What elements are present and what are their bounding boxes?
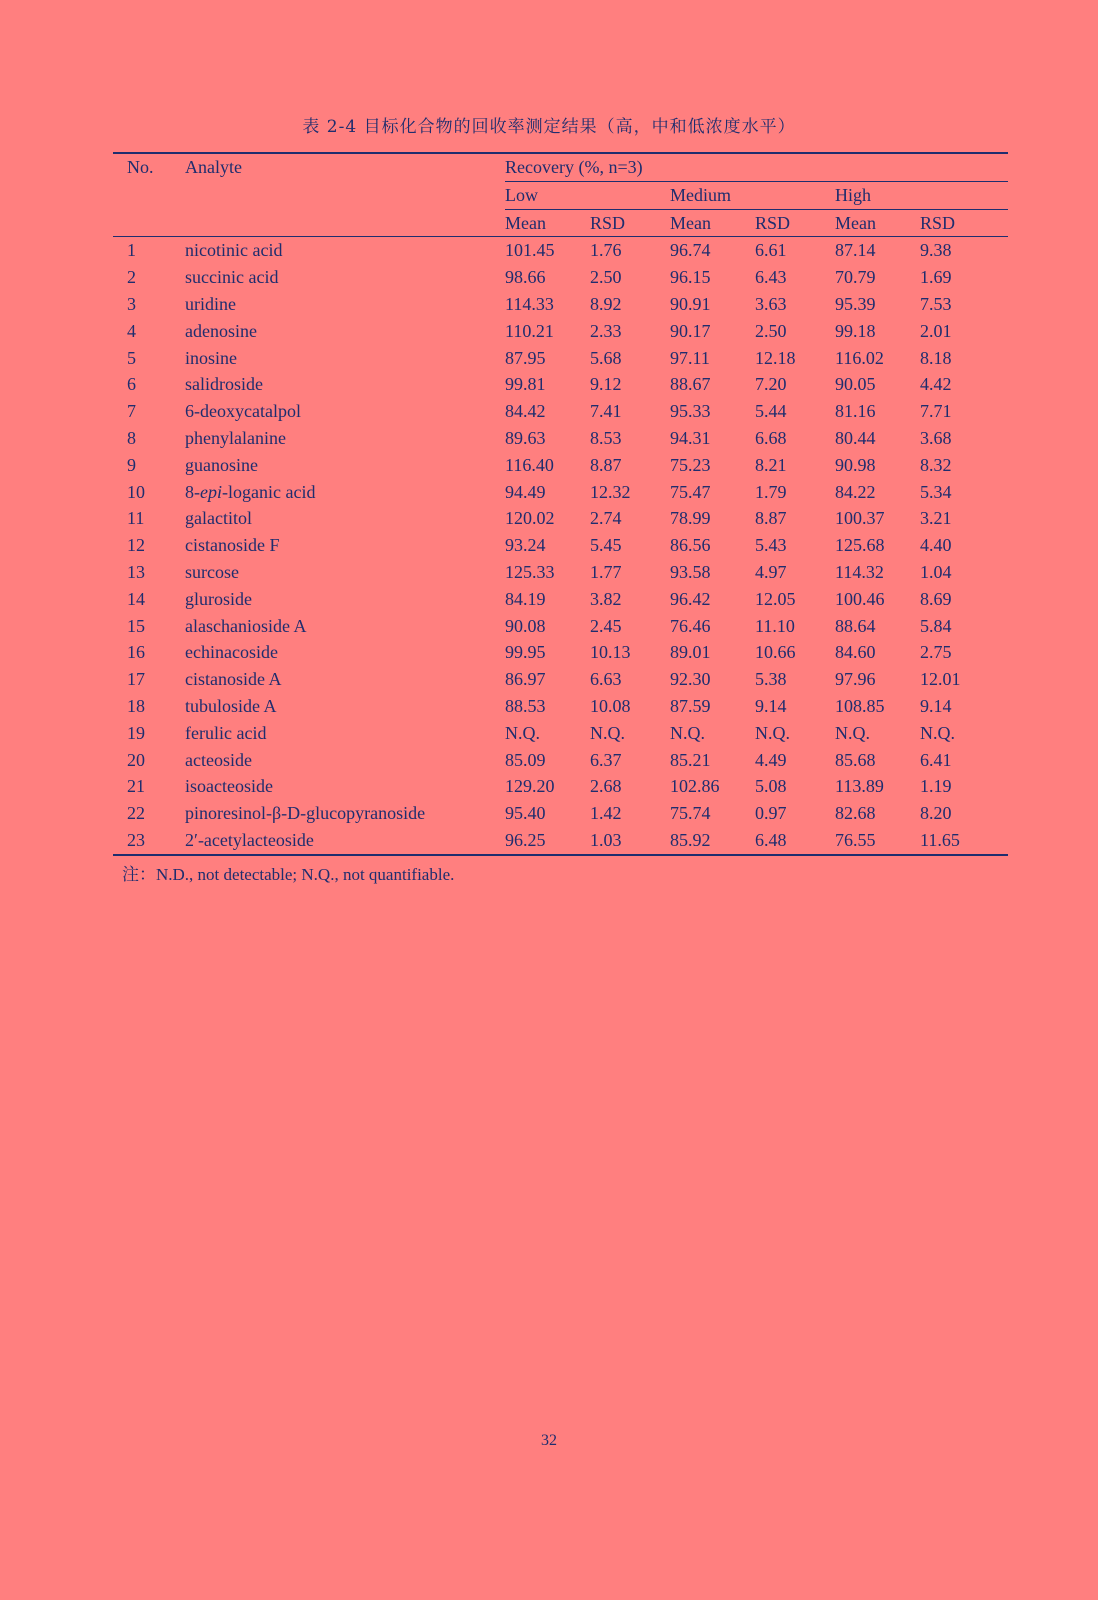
table-note: 注：N.D., not detectable; N.Q., not quantifiable. [122, 865, 455, 884]
cell-medium-mean: 75.47 [670, 481, 711, 502]
table-row [113, 264, 1008, 291]
cell-low-mean: 89.63 [505, 427, 546, 448]
cell-high-mean: 113.89 [835, 776, 884, 797]
cell-high-mean: 99.18 [835, 320, 876, 341]
cell-high-mean: 81.16 [835, 401, 876, 422]
cell-analyte: 8-epi-loganic acid [185, 481, 316, 502]
cell-medium-rsd: 12.05 [755, 588, 796, 609]
cell-medium-mean: 90.17 [670, 320, 711, 341]
cell-analyte: inosine [185, 347, 237, 368]
cell-low-rsd: 10.13 [590, 642, 631, 663]
cell-low-rsd: 12.32 [590, 481, 631, 502]
table-row [113, 559, 1008, 586]
cell-high-rsd: 3.21 [920, 508, 952, 529]
cell-high-rsd: 7.53 [920, 293, 952, 314]
cell-high-mean: 100.37 [835, 508, 885, 529]
cell-low-mean: 88.53 [505, 695, 546, 716]
cell-no: 7 [127, 401, 136, 422]
cell-medium-mean: 93.58 [670, 561, 711, 582]
cell-high-rsd: 1.19 [920, 776, 952, 797]
cell-medium-mean: 85.92 [670, 827, 755, 855]
cell-no: 9 [127, 454, 136, 475]
table-row [113, 452, 1008, 479]
table-row [113, 345, 1008, 372]
cell-medium-mean: 96.42 [670, 588, 711, 609]
header-no: No. [113, 153, 185, 181]
table-row [113, 532, 1008, 559]
cell-medium-rsd: 6.48 [755, 827, 835, 855]
cell-medium-rsd: 8.87 [755, 508, 787, 529]
cell-high-rsd: N.Q. [920, 722, 955, 743]
table-caption: 表 2-4 目标化合物的回收率测定结果（高，中和低浓度水平） [302, 117, 796, 137]
cell-analyte: pinoresinol-β-D-glucopyranoside [185, 803, 426, 824]
cell-analyte: alaschanioside A [185, 615, 307, 636]
header-high: High [835, 181, 1008, 209]
cell-analyte: 6-deoxycatalpol [185, 401, 301, 422]
cell-low-rsd: 2.74 [590, 508, 622, 529]
cell-low-rsd: 5.68 [590, 347, 622, 368]
cell-high-rsd: 9.14 [920, 695, 952, 716]
cell-low-rsd: 8.87 [590, 454, 622, 475]
cell-analyte: uridine [185, 293, 236, 314]
cell-high-mean: 88.64 [835, 615, 876, 636]
cell-high-mean: 114.32 [835, 561, 884, 582]
table-row [113, 639, 1008, 666]
table-row [113, 800, 1008, 827]
cell-medium-rsd: 7.20 [755, 374, 787, 395]
cell-medium-mean: 87.59 [670, 695, 711, 716]
cell-low-rsd: 2.68 [590, 776, 622, 797]
cell-analyte: cistanoside A [185, 669, 282, 690]
cell-low-mean: 84.42 [505, 401, 546, 422]
cell-medium-mean: 92.30 [670, 669, 711, 690]
recovery-table [113, 152, 1008, 856]
cell-medium-rsd: 4.49 [755, 749, 787, 770]
cell-analyte: tubuloside A [185, 695, 277, 716]
cell-low-mean: 114.33 [505, 293, 554, 314]
cell-medium-rsd: 6.43 [755, 267, 787, 288]
header-low: Low [505, 181, 670, 209]
cell-medium-mean: 102.86 [670, 776, 720, 797]
cell-no: 19 [127, 722, 145, 743]
cell-medium-rsd: 5.44 [755, 401, 787, 422]
cell-low-mean: 120.02 [505, 508, 555, 529]
cell-medium-rsd: 9.14 [755, 695, 787, 716]
table-row [113, 398, 1008, 425]
cell-low-mean: 125.33 [505, 561, 555, 582]
cell-high-rsd: 12.01 [920, 669, 961, 690]
cell-analyte: cistanoside F [185, 535, 280, 556]
table-row [113, 291, 1008, 318]
cell-analyte: galactitol [185, 508, 252, 529]
cell-no: 2 [127, 267, 136, 288]
cell-medium-rsd: 5.43 [755, 535, 787, 556]
cell-high-mean: 125.68 [835, 535, 885, 556]
cell-high-rsd: 4.40 [920, 535, 952, 556]
cell-low-mean: 87.95 [505, 347, 546, 368]
table-row [113, 693, 1008, 720]
cell-medium-mean: 89.01 [670, 642, 711, 663]
cell-high-rsd: 8.18 [920, 347, 952, 368]
cell-low-rsd: 2.33 [590, 320, 622, 341]
header-medium-rsd: RSD [755, 209, 835, 237]
cell-analyte: guanosine [185, 454, 258, 475]
cell-no: 13 [127, 561, 145, 582]
cell-low-mean: 129.20 [505, 776, 555, 797]
cell-low-rsd: 8.92 [590, 293, 622, 314]
header-recovery: Recovery (%, n=3) [505, 153, 1008, 181]
cell-medium-rsd: 11.10 [755, 615, 795, 636]
table-row [113, 425, 1008, 452]
cell-low-rsd: 2.50 [590, 267, 622, 288]
cell-high-rsd: 1.69 [920, 267, 952, 288]
cell-low-mean: 99.95 [505, 642, 546, 663]
cell-low-rsd: 7.41 [590, 401, 622, 422]
cell-analyte: adenosine [185, 320, 257, 341]
cell-medium-rsd: 10.66 [755, 642, 796, 663]
cell-analyte: salidroside [185, 374, 263, 395]
cell-analyte: phenylalanine [185, 427, 286, 448]
cell-high-rsd: 8.32 [920, 454, 952, 475]
cell-low-rsd: 1.76 [590, 240, 622, 261]
cell-medium-rsd: 8.21 [755, 454, 787, 475]
cell-medium-mean: 75.23 [670, 454, 711, 475]
header-medium-mean: Mean [670, 209, 755, 237]
cell-high-mean: 84.60 [835, 642, 876, 663]
cell-high-rsd: 4.42 [920, 374, 952, 395]
cell-low-mean: 96.25 [505, 827, 590, 855]
cell-low-mean: 93.24 [505, 535, 546, 556]
cell-medium-rsd: 2.50 [755, 320, 787, 341]
cell-no: 1 [127, 240, 136, 261]
cell-medium-rsd: 6.68 [755, 427, 787, 448]
table-row [113, 747, 1008, 774]
header-medium: Medium [670, 181, 835, 209]
cell-no: 17 [127, 669, 145, 690]
header-low-mean: Mean [505, 209, 590, 237]
cell-medium-mean: 97.11 [670, 347, 710, 368]
cell-medium-rsd: 3.63 [755, 293, 787, 314]
cell-low-mean: 98.66 [505, 267, 546, 288]
cell-high-mean: 85.68 [835, 749, 876, 770]
cell-medium-mean: 95.33 [670, 401, 711, 422]
header-high-mean: Mean [835, 209, 920, 237]
cell-no: 11 [127, 508, 145, 529]
table-row [113, 371, 1008, 398]
cell-no: 8 [127, 427, 136, 448]
cell-high-rsd: 8.69 [920, 588, 952, 609]
cell-analyte: acteoside [185, 749, 252, 770]
cell-low-mean: N.Q. [505, 722, 540, 743]
cell-high-mean: 116.02 [835, 347, 884, 368]
header-analyte: Analyte [185, 153, 505, 181]
cell-low-rsd: 8.53 [590, 427, 622, 448]
cell-medium-rsd: 6.61 [755, 240, 787, 261]
cell-analyte: ferulic acid [185, 722, 267, 743]
cell-analyte: isoacteoside [185, 776, 273, 797]
cell-high-mean: 82.68 [835, 803, 876, 824]
cell-medium-mean: 96.15 [670, 267, 711, 288]
cell-high-mean: 108.85 [835, 695, 885, 716]
cell-high-rsd: 5.34 [920, 481, 952, 502]
cell-high-rsd: 6.41 [920, 749, 952, 770]
cell-medium-mean: N.Q. [670, 722, 705, 743]
table-row [113, 318, 1008, 345]
cell-no: 10 [127, 481, 145, 502]
table-row [113, 505, 1008, 532]
cell-medium-mean: 94.31 [670, 427, 711, 448]
cell-low-mean: 90.08 [505, 615, 546, 636]
cell-high-mean: 97.96 [835, 669, 876, 690]
cell-high-rsd: 7.71 [920, 401, 952, 422]
cell-high-mean: 90.98 [835, 454, 876, 475]
table-row [113, 586, 1008, 613]
cell-low-rsd: 1.42 [590, 803, 622, 824]
cell-low-rsd: 1.03 [590, 827, 670, 855]
cell-high-mean: 84.22 [835, 481, 876, 502]
cell-medium-rsd: 0.97 [755, 803, 787, 824]
cell-high-mean: 76.55 [835, 827, 920, 855]
cell-medium-rsd: 5.38 [755, 669, 787, 690]
header-low-rsd: RSD [590, 209, 670, 237]
cell-no: 20 [127, 749, 145, 770]
cell-no: 3 [127, 293, 136, 314]
cell-analyte: nicotinic acid [185, 240, 283, 261]
cell-low-rsd: 2.45 [590, 615, 622, 636]
cell-medium-rsd: 5.08 [755, 776, 787, 797]
cell-analyte: gluroside [185, 588, 252, 609]
cell-no: 14 [127, 588, 145, 609]
cell-analyte: 2′-acetylacteoside [185, 827, 505, 855]
cell-medium-rsd: 12.18 [755, 347, 796, 368]
cell-high-rsd: 3.68 [920, 427, 952, 448]
cell-high-rsd: 2.75 [920, 642, 952, 663]
cell-medium-mean: 75.74 [670, 803, 711, 824]
cell-high-rsd: 9.38 [920, 240, 952, 261]
table-row [113, 613, 1008, 640]
cell-low-rsd: 6.63 [590, 669, 622, 690]
cell-high-rsd: 11.65 [920, 827, 1008, 855]
cell-low-mean: 94.49 [505, 481, 546, 502]
cell-no: 12 [127, 535, 145, 556]
cell-low-rsd: 9.12 [590, 374, 622, 395]
cell-high-mean: 100.46 [835, 588, 885, 609]
page-number: 32 [541, 1432, 557, 1449]
cell-low-mean: 101.45 [505, 240, 555, 261]
cell-high-rsd: 8.20 [920, 803, 952, 824]
cell-no: 4 [127, 320, 136, 341]
cell-no: 22 [127, 803, 145, 824]
cell-high-mean: 80.44 [835, 427, 876, 448]
cell-no: 5 [127, 347, 136, 368]
cell-no: 18 [127, 695, 145, 716]
cell-analyte: succinic acid [185, 267, 279, 288]
cell-analyte: surcose [185, 561, 239, 582]
table-row [113, 827, 1008, 855]
cell-medium-mean: 88.67 [670, 374, 711, 395]
cell-high-mean: 90.05 [835, 374, 876, 395]
cell-high-mean: 95.39 [835, 293, 876, 314]
cell-medium-rsd: N.Q. [755, 722, 790, 743]
cell-high-rsd: 5.84 [920, 615, 952, 636]
cell-low-rsd: 1.77 [590, 561, 622, 582]
cell-low-rsd: 3.82 [590, 588, 622, 609]
cell-analyte: echinacoside [185, 642, 278, 663]
cell-low-mean: 85.09 [505, 749, 546, 770]
table-row [113, 773, 1008, 800]
cell-high-rsd: 2.01 [920, 320, 952, 341]
cell-high-rsd: 1.04 [920, 561, 952, 582]
cell-no: 21 [127, 776, 145, 797]
cell-low-rsd: 10.08 [590, 695, 631, 716]
cell-high-mean: 70.79 [835, 267, 876, 288]
cell-low-mean: 99.81 [505, 374, 546, 395]
table-body [113, 237, 1008, 855]
cell-medium-rsd: 1.79 [755, 481, 787, 502]
cell-no: 16 [127, 642, 145, 663]
cell-low-mean: 86.97 [505, 669, 546, 690]
cell-no: 6 [127, 374, 136, 395]
cell-medium-mean: 85.21 [670, 749, 711, 770]
cell-medium-mean: 78.99 [670, 508, 711, 529]
cell-no: 15 [127, 615, 145, 636]
cell-low-mean: 95.40 [505, 803, 546, 824]
cell-low-mean: 84.19 [505, 588, 546, 609]
cell-high-mean: N.Q. [835, 722, 870, 743]
cell-low-rsd: 5.45 [590, 535, 622, 556]
cell-medium-rsd: 4.97 [755, 561, 787, 582]
cell-no: 23 [113, 827, 185, 855]
cell-low-mean: 116.40 [505, 454, 554, 475]
cell-medium-mean: 76.46 [670, 615, 711, 636]
table-row [113, 666, 1008, 693]
cell-low-rsd: N.Q. [590, 722, 625, 743]
table-row [113, 479, 1008, 506]
table-row [113, 237, 1008, 264]
cell-low-rsd: 6.37 [590, 749, 622, 770]
cell-medium-mean: 90.91 [670, 293, 711, 314]
table-row [113, 720, 1008, 747]
cell-low-mean: 110.21 [505, 320, 554, 341]
cell-medium-mean: 96.74 [670, 240, 711, 261]
cell-high-mean: 87.14 [835, 240, 876, 261]
header-high-rsd: RSD [920, 209, 1008, 237]
cell-medium-mean: 86.56 [670, 535, 711, 556]
